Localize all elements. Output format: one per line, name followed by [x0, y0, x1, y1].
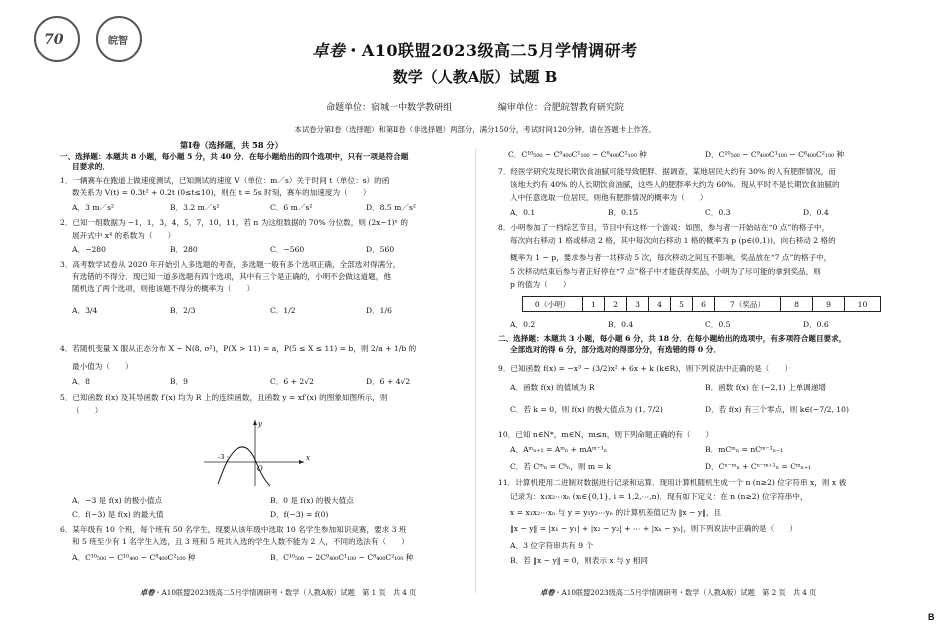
exam-units	[0, 100, 950, 113]
q8-option-d: D．0.6	[803, 320, 829, 329]
q11-line2: 记录为：x₁x₂⋯xₙ (xᵢ∈{0,1}, i = 1,2,⋯,n)．现有如下定义：在 n (n≥2) 位字符串中，	[510, 492, 808, 501]
q3-option-d: D．1/6	[366, 306, 392, 315]
q2-option-a: A．−280	[72, 245, 106, 254]
brand-mark: 卓卷	[312, 41, 346, 60]
section-one-heading-cont: 目要求的．	[72, 162, 110, 171]
publisher-logo-text: 皖智	[108, 36, 128, 47]
board-cell: 0（小明）	[523, 297, 583, 312]
q7-option-c: C．0.3	[705, 208, 731, 217]
q2-line1: 2．已知一组数据为 −1，1，3，4，5，7，10，11，若 n 为这组数据的 70% 分位数，则 (2x−1)ⁿ 的	[60, 218, 408, 227]
q3-option-a: A．3/4	[72, 306, 98, 315]
exam-subtitle: 数学（人教A版）试题 B	[392, 68, 558, 86]
board-cell: 5	[671, 297, 693, 312]
q7-line3: 人中任意选取一位居民，则他有肥胖情况的概率为（ ）	[510, 193, 708, 202]
q10-option-b: B．mCᵐₙ = nCᵐ⁻¹ₙ₋₁	[705, 445, 784, 454]
q11-option-a: A．3 位字符串共有 9 个	[510, 541, 594, 550]
section-two-heading: 二、选择题：本题共 3 小题，每小题 6 分，共 18 分．在每小题给出的选项中，有多项符合题目要求，	[498, 334, 847, 343]
q3-line1: 3．高考数学试卷从 2020 年开始引入多选题的考查，多选题一般有多个选项正确，全部选对得满分，	[60, 260, 401, 269]
q11-line1: 11．计算机使用二进制对数据进行记录和运算．现用计算机随机生成一个 n (n≥2) 位字符串 x，则 x 被	[498, 478, 847, 487]
q8-option-b: B．0.4	[608, 320, 634, 329]
exam-notice: 本试卷分第Ⅰ卷（选择题）和第Ⅱ卷（非选择题）两部分，满分150分，考试时间120分钟。请在答题卡上作答。	[294, 125, 656, 134]
q7-option-d: D．0.4	[803, 208, 829, 217]
proposer: 命题单位：宿城一中数学教研组	[326, 103, 453, 113]
q6-option-d: D．C¹⁰₅₀₀ − C⁹₄₀₀C¹₁₀₀ − C⁸₄₀₀C²₁₀₀ 种	[705, 150, 845, 159]
board-cell: 1	[583, 297, 605, 312]
q4-option-a: A．8	[72, 377, 90, 386]
q3-line2: 有选错的不得分．现已知一道多选题有四个选项，其中有三个是正确的，小明不会做这道题，他	[72, 272, 391, 281]
q4-option-d: D．6 + 4√2	[366, 377, 411, 386]
q1-line2: 数关系为 V(t) = 0.3t² + 0.2t (0≤t≤10)，则在 t = 5s 时刻，赛车的加速度为（ ）	[72, 188, 371, 197]
q9-line1: 9．已知函数 f(x) = −x³ − (3/2)x² + 6x + k (k∈R)，则下列说法中正确的是（ ）	[498, 364, 793, 373]
q9-option-b: B．函数 f(x) 在 (−2,1) 上单调递增	[705, 383, 826, 392]
q2-option-b: B．280	[170, 245, 198, 254]
board-cell: 8	[781, 297, 813, 312]
part-title: 第Ⅰ卷（选择题，共 58 分）	[180, 140, 283, 150]
q5-function-graph	[200, 418, 310, 488]
q10-line1: 10．已知 n∈N*，m∈N，m≤n，则下列命题正确的有（ ）	[498, 430, 714, 439]
q1-line1: 1．一辆赛车在跑道上做速度测试，已知测试的速度 V（单位：m／s）关于时间 t（单位：s）的函	[60, 176, 390, 185]
footer-brand: 卓卷	[540, 588, 555, 597]
q5-option-b: B．0 是 f(x) 的极大值点	[270, 496, 354, 505]
q7-line1: 7．经医学研究发现长期饮食油腻可能导致肥胖．据调查，某地居民大约有 30% 的人有肥胖情况，而	[498, 167, 836, 176]
graph-origin-label: O	[257, 465, 263, 473]
q4-line2: 最小值为（ ）	[72, 362, 133, 371]
q4-line1: 4．若随机变量 X 服从正态分布 X ~ N(8, σ²)，P(X > 11) = a，P(5 ≤ X ≤ 11) = b，则 2/a + 1/b 的	[60, 344, 417, 353]
q10-option-a: A．Aᵐₙ₊₁ = Aᵐₙ + mAᵐ⁻¹ₙ	[510, 445, 608, 454]
q6-line2: 和 5 班至少有 1 名学生入选，且 3 班和 5 班共入选的学生人数不能为 2 人，不同的选法有（ ）	[72, 537, 409, 546]
section-two-heading-cont: 全部选对的得 6 分，部分选对的得部分分，有选错的得 0 分．	[510, 345, 721, 354]
q10-option-d: D．Cⁿ⁻ᵐₙ + Cⁿ⁻ᵐ⁺¹ₙ = Cᵐₙ₊₁	[705, 462, 812, 471]
footer-brand: 卓卷	[140, 588, 155, 597]
q7-line2: 该地大约有 40% 的人长期饮食油腻，这些人的肥胖率大约为 60%．现从平时不是长期饮食油腻的	[510, 180, 840, 189]
reviewer: 编审单位：合肥皖智教育研究院	[497, 103, 624, 113]
q3-line3: 随机选了两个选项，则他该题不得分的概率为（ ）	[72, 284, 255, 293]
graph-x-label: x	[306, 454, 310, 462]
q4-option-b: B．9	[170, 377, 189, 386]
q11-option-b: B．若 ‖x − y‖ = 0，则表示 x 与 y 相同	[510, 556, 648, 565]
q11-line3: x = x₁x₂⋯xₙ 与 y = y₁y₂⋯yₙ 的计算机差值记为 ‖x − y‖，且	[510, 508, 722, 517]
board-cell: 9	[813, 297, 845, 312]
board-cell: 10	[845, 297, 881, 312]
q2-option-d: D．560	[366, 245, 395, 254]
q8-option-a: A．0.2	[510, 320, 536, 329]
q7-option-a: A．0.1	[510, 208, 536, 217]
q6-line1: 6．某年级有 10 个班，每个班有 50 名学生，现要从该年级中选取 10 名学生参加知识竞赛，要求 3 班	[60, 525, 407, 534]
q6-option-b: B．C¹⁰₅₀₀ − 2C⁹₄₀₀C¹₁₀₀ − C⁸₄₀₀C²₁₀₀ 种	[270, 553, 414, 562]
q9-option-c: C．若 k = 0，则 f(x) 的极大值点为 (1, 7/2)	[510, 405, 663, 414]
q5-option-a: A．−3 是 f(x) 的极小值点	[72, 496, 163, 505]
q1-option-a: A．3 m／s²	[72, 203, 115, 212]
q5-line2: （ ）	[72, 406, 103, 415]
board-cell: 3	[627, 297, 649, 312]
q8-line1: 8．小明参加了一档综艺节目，节目中有这样一个游戏：如图，参与者一开始站在“0 点”的格子中，	[498, 223, 830, 232]
q3-option-b: B．2/3	[170, 306, 196, 315]
q6-option-a: A．C¹⁰₅₀₀ − C¹⁰₄₀₀ − C⁸₄₀₀C²₁₀₀ 种	[72, 553, 196, 562]
q8-line3: 概率为 1 − p，要求参与者一共移动 5 次，每次移动之间互不影响，奖品放在“7 点”的格子中，	[510, 253, 832, 262]
q8-option-c: C．0.5	[705, 320, 731, 329]
page-footer-right: 卓卷・A10联盟2023级高二5月学情调研考・数学（人教A版）试题 第 2 页 共 4 页	[540, 588, 817, 597]
q1-option-c: C．6 m／s²	[270, 203, 313, 212]
logo-number: 70	[44, 32, 64, 48]
q5-line1: 5．已知函数 f(x) 及其导函数 f′(x) 均为 R 上的连续函数，且函数 y = xf′(x) 的图象如图所示，则	[60, 393, 388, 402]
q8-line2: 每次向右移动 1 格或移动 2 格，其中每次向右移动 1 格的概率为 p (p∈(0,1))，向右移动 2 格的	[510, 236, 836, 245]
board-cell: 6	[693, 297, 715, 312]
column-divider	[475, 148, 476, 593]
board-cell: 2	[605, 297, 627, 312]
q11-line4: ‖x − y‖ = |x₁ − y₁| + |x₂ − y₂| + ⋯ + |xₙ − yₙ|，则下列说法中正确的是（ ）	[510, 524, 798, 533]
exam-title: 卓卷・A10联盟2023级高二5月学情调研考	[312, 41, 638, 60]
board-row	[523, 297, 881, 312]
paper-version-mark: B	[928, 612, 935, 622]
q5-option-d: D．f(−3) = f(0)	[270, 510, 329, 519]
q1-option-d: D．8.5 m／s²	[366, 203, 416, 212]
board-cell: 7（奖品）	[715, 297, 781, 312]
q9-option-d: D．若 f(x) 有三个零点，则 k∈(−7/2, 10)	[705, 405, 849, 414]
q2-option-c: C．−560	[270, 245, 305, 254]
section-one-heading: 一、选择题：本题共 8 小题，每小题 5 分，共 40 分．在每小题给出的四个选项中，只有一项是符合题	[60, 152, 409, 161]
q8-line5: p 的值为（ ）	[510, 280, 571, 289]
q3-option-c: C．1/2	[270, 306, 296, 315]
graph-tick-label: -3	[218, 453, 225, 461]
q8-line4: 5 次移动结束后参与者正好停在“7 点”格子中才能获得奖品，小明为了尽可能的拿到奖品，则	[510, 267, 821, 276]
q10-option-c: C．若 Cᵐₙ = Cᵏₙ，则 m = k	[510, 462, 611, 471]
q5-option-c: C．f(−3) 是 f(x) 的最大值	[72, 510, 164, 519]
board-cell: 4	[649, 297, 671, 312]
q8-game-board	[522, 296, 881, 312]
q6-option-c: C．C¹⁰₅₀₀ − C⁹₄₀₀C¹₁₀₀ − C⁸₄₀₀C²₁₀₀ 种	[508, 150, 647, 159]
q1-option-b: B．3.2 m／s²	[170, 203, 220, 212]
q2-line2: 展开式中 x⁴ 的系数为（ ）	[72, 231, 176, 240]
graph-y-label: y	[258, 420, 262, 428]
q7-option-b: B．0.15	[608, 208, 639, 217]
q9-option-a: A．函数 f(x) 的值域为 R	[510, 383, 595, 392]
q4-option-c: C．6 + 2√2	[270, 377, 314, 386]
page-footer-left: 卓卷・A10联盟2023级高二5月学情调研考・数学（人教A版）试题 第 1 页 共 4 页	[140, 588, 417, 597]
